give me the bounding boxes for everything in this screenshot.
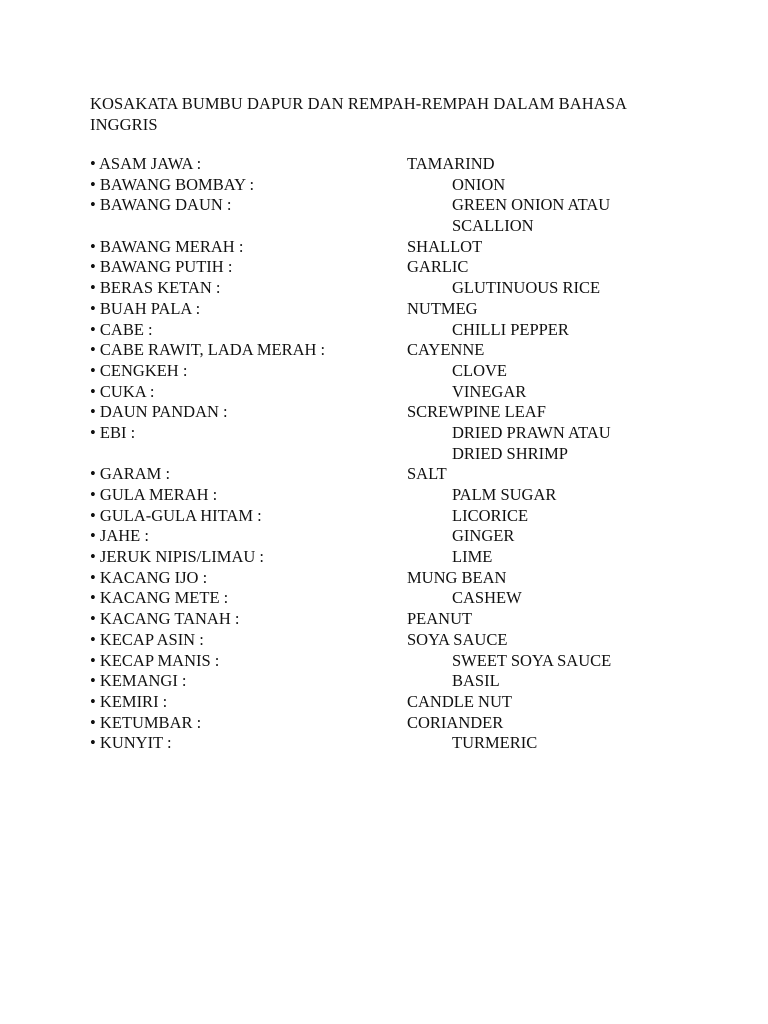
vocabulary-list — [90, 154, 690, 754]
term-text: • KACANG IJO : — [90, 567, 208, 587]
document-page — [90, 93, 690, 754]
term-text: • KEMIRI : — [90, 691, 168, 711]
list-item — [90, 733, 690, 754]
list-item — [90, 154, 690, 175]
translation-text: TAMARIND — [407, 154, 495, 173]
list-item — [90, 609, 690, 630]
list-item — [90, 547, 690, 568]
translation-text: CAYENNE — [407, 340, 485, 360]
term-text: • GULA-GULA HITAM : — [90, 505, 262, 525]
list-item — [90, 320, 690, 341]
term-text: • KEMANGI : — [90, 671, 187, 691]
translation-text: CASHEW — [452, 588, 522, 608]
list-item — [90, 506, 690, 527]
list-item — [90, 257, 690, 278]
translation-text: CHILLI PEPPER — [452, 319, 569, 339]
list-item — [90, 361, 690, 382]
list-item — [90, 423, 690, 464]
term-text: • KACANG TANAH : — [90, 609, 240, 629]
list-item — [90, 299, 690, 320]
translation-text: SHALLOT — [407, 236, 483, 256]
term-text: • CABE : — [90, 319, 153, 339]
list-item — [90, 485, 690, 506]
list-item — [90, 340, 690, 361]
term-text: • JERUK NIPIS/LIMAU : — [90, 547, 264, 567]
term-text: • CUKA : — [90, 381, 155, 401]
translation-text: CANDLE NUT — [407, 691, 512, 711]
term-text: • KECAP MANIS : — [90, 650, 220, 670]
translation-text: LIME — [452, 547, 493, 567]
list-item — [90, 568, 690, 589]
list-item — [90, 526, 690, 547]
translation-text: SALT — [407, 464, 447, 484]
list-item — [90, 588, 690, 609]
list-item — [90, 671, 690, 692]
term-text: • KECAP ASIN : — [90, 629, 204, 649]
term-text: • CENGKEH : — [90, 360, 188, 380]
translation-text: PALM SUGAR — [452, 485, 557, 505]
term-text: • BAWANG BOMBAY : — [90, 174, 255, 194]
document-title: KOSAKATA BUMBU DAPUR DAN REMPAH-REMPAH DALAM BAHASA INGGRIS — [90, 94, 627, 134]
translation-text: BASIL — [452, 671, 500, 691]
translation-text: GARLIC — [407, 257, 469, 277]
list-item — [90, 175, 690, 196]
term-text: • KETUMBAR : — [90, 712, 202, 732]
list-item — [90, 382, 690, 403]
translation-text: VINEGAR — [452, 381, 527, 401]
term-text: • GULA MERAH : — [90, 485, 218, 505]
translation-text: GLUTINUOUS RICE — [452, 278, 601, 298]
translation-text: NUTMEG — [407, 298, 478, 318]
term-text: • GARAM : — [90, 464, 171, 484]
translation-continuation-text: DRIED SHRIMP — [452, 443, 568, 463]
list-item — [90, 713, 690, 734]
term-text: • DAUN PANDAN : — [90, 402, 228, 422]
translation-text: CORIANDER — [407, 712, 504, 732]
term-text: • BAWANG MERAH : — [90, 236, 244, 256]
list-item — [90, 237, 690, 258]
term-text: • BUAH PALA : — [90, 298, 201, 318]
list-item — [90, 464, 690, 485]
translation-text: GREEN ONION ATAU — [452, 195, 611, 215]
translation-text: MUNG BEAN — [407, 567, 507, 587]
translation-text: PEANUT — [407, 609, 473, 629]
list-item — [90, 630, 690, 651]
term-text: • KUNYIT : — [90, 733, 172, 753]
translation-text: ONION — [452, 174, 506, 194]
translation-text: LICORICE — [452, 505, 529, 525]
list-item — [90, 402, 690, 423]
translation-continuation-text: SCALLION — [452, 216, 534, 236]
translation-text: SCREWPINE LEAF — [407, 402, 546, 422]
translation-text: TURMERIC — [452, 733, 538, 753]
list-item — [90, 692, 690, 713]
translation-text: GINGER — [452, 526, 515, 546]
term-text: • JAHE : — [90, 526, 149, 546]
term-text: • EBI : — [90, 422, 136, 442]
term-text: • ASAM JAWA : — [90, 154, 202, 173]
list-item — [90, 278, 690, 299]
list-item — [90, 195, 690, 236]
translation-text: SWEET SOYA SAUCE — [452, 650, 612, 670]
translation-text: SOYA SAUCE — [407, 629, 508, 649]
list-item — [90, 651, 690, 672]
translation-text: CLOVE — [452, 360, 507, 380]
term-text: • BERAS KETAN : — [90, 278, 221, 298]
term-text: • CABE RAWIT, LADA MERAH : — [90, 340, 326, 360]
term-text: • KACANG METE : — [90, 588, 229, 608]
translation-text: DRIED PRAWN ATAU — [452, 422, 611, 442]
term-text: • BAWANG PUTIH : — [90, 257, 233, 277]
term-text: • BAWANG DAUN : — [90, 195, 232, 215]
